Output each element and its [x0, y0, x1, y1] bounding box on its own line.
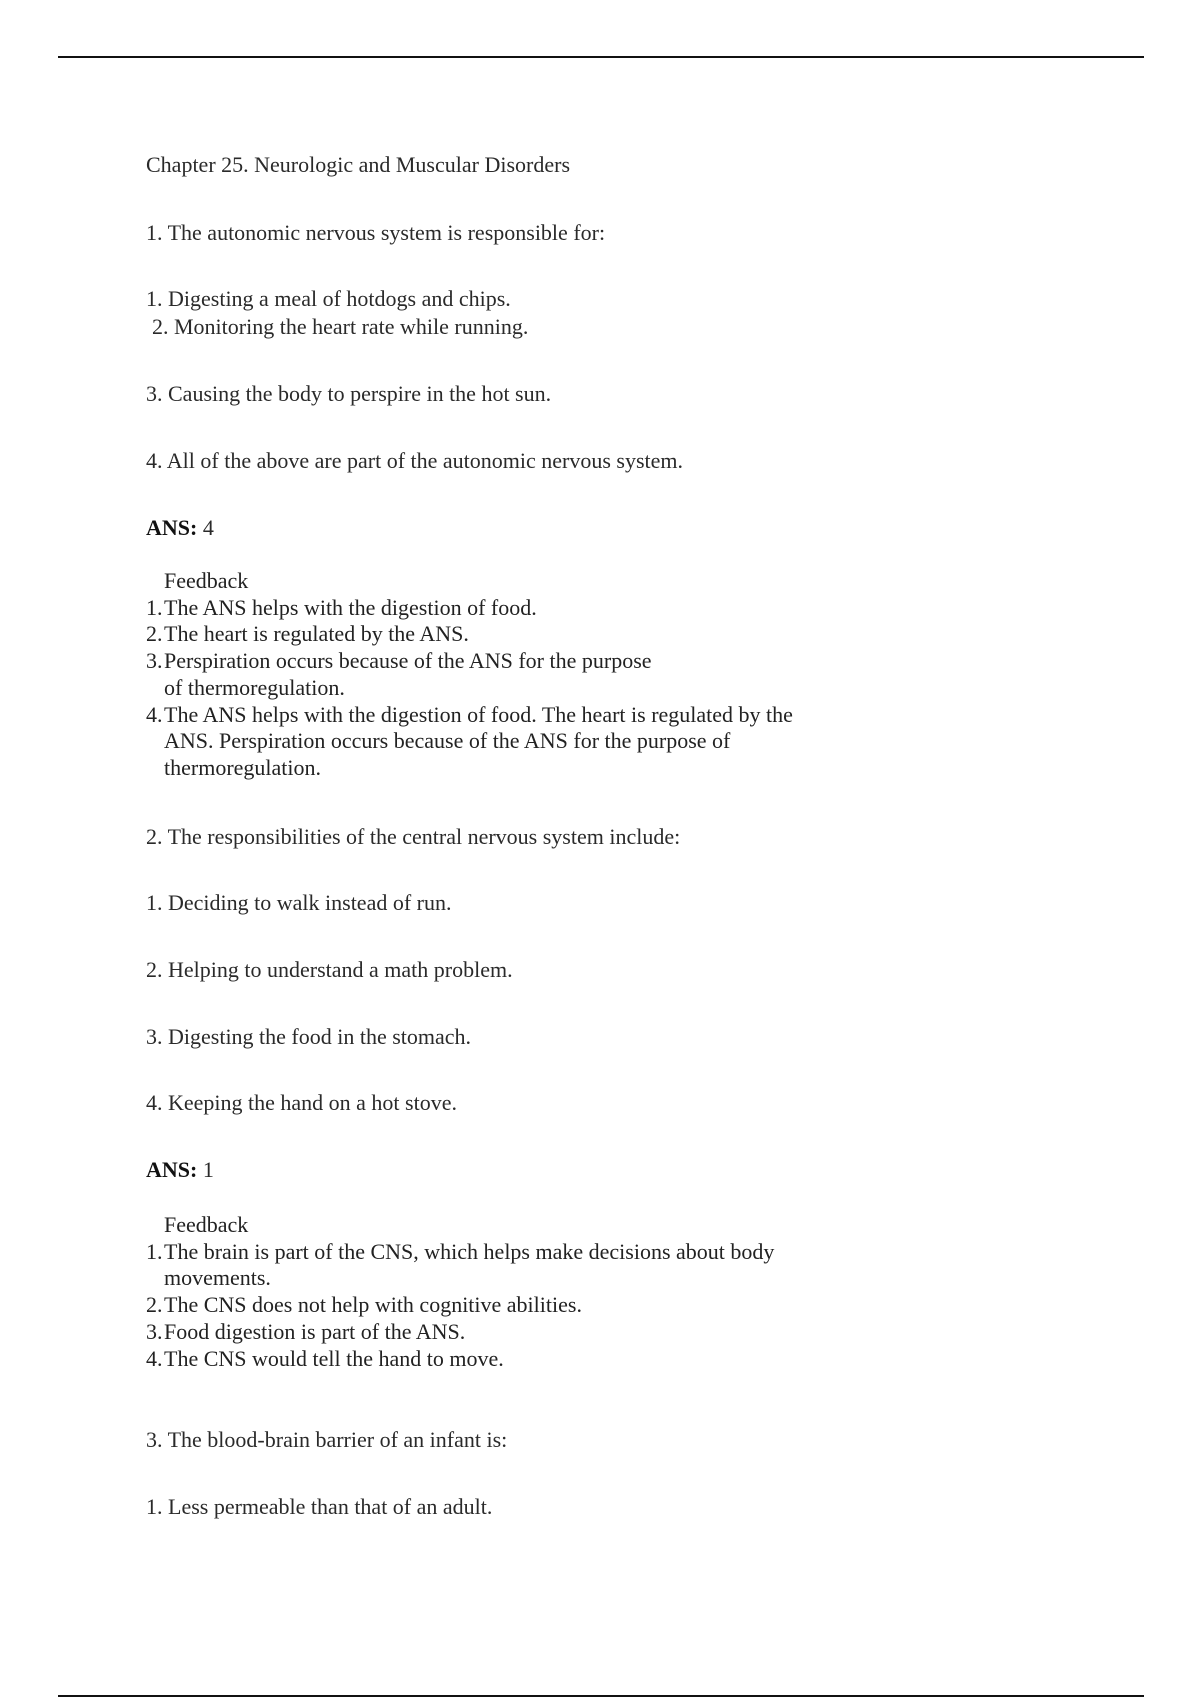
- feedback-item: 1. The ANS helps with the digestion of food.: [146, 594, 537, 620]
- question-3-stem: 3. The blood-brain barrier of an infant is:: [146, 1427, 508, 1452]
- question-1-answer: [146, 515, 214, 541]
- question-2-answer: [146, 1157, 214, 1183]
- question-3-option-1: 1. Less permeable than that of an adult.: [146, 1494, 493, 1519]
- feedback-item: 2. The heart is regulated by the ANS.: [146, 621, 469, 647]
- question-2-option-4: 4. Keeping the hand on a hot stove.: [146, 1090, 457, 1115]
- answer-value: 1: [202, 1157, 214, 1182]
- question-1-option-2: 2. Monitoring the heart rate while running.: [152, 314, 529, 339]
- chapter-title: Chapter 25. Neurologic and Muscular Disorders: [146, 152, 571, 177]
- feedback-item: 3. Perspiration occurs because of the ANS for the purpose of thermoregulation.: [146, 648, 652, 700]
- feedback-title: Feedback: [164, 568, 249, 593]
- feedback-title: Feedback: [164, 1212, 249, 1237]
- question-2-option-2: 2. Helping to understand a math problem.: [146, 957, 513, 982]
- question-2-option-3: 3. Digesting the food in the stomach.: [146, 1024, 472, 1049]
- feedback-item: 3. Food digestion is part of the ANS.: [146, 1318, 466, 1344]
- feedback-item: 4. The ANS helps with the digestion of food. The heart is regulated by the ANS. Perspiration occurs because of the ANS for the purpose of thermoregulation.: [146, 701, 793, 780]
- question-2-feedback: [146, 1212, 774, 1372]
- answer-label: ANS:: [146, 515, 198, 540]
- question-1-stem: 1. The autonomic nervous system is responsible for:: [146, 220, 606, 245]
- feedback-item: 4. The CNS would tell the hand to move.: [146, 1345, 504, 1371]
- question-1-feedback: [146, 568, 793, 782]
- answer-value: 4: [202, 515, 214, 540]
- bottom-rule: [58, 1695, 1144, 1697]
- answer-label: ANS:: [146, 1157, 198, 1182]
- question-1-option-4: 4. All of the above are part of the autonomic nervous system.: [146, 448, 684, 473]
- feedback-item: 2. The CNS does not help with cognitive abilities.: [146, 1292, 582, 1318]
- question-2-stem: 2. The responsibilities of the central nervous system include:: [146, 824, 681, 849]
- question-2-option-1: 1. Deciding to walk instead of run.: [146, 890, 452, 915]
- question-1-option-3: 3. Causing the body to perspire in the hot sun.: [146, 381, 552, 406]
- top-rule: [58, 56, 1144, 58]
- feedback-item: 1. The brain is part of the CNS, which helps make decisions about body movements.: [146, 1238, 775, 1291]
- question-1-option-1: 1. Digesting a meal of hotdogs and chips.: [146, 286, 511, 311]
